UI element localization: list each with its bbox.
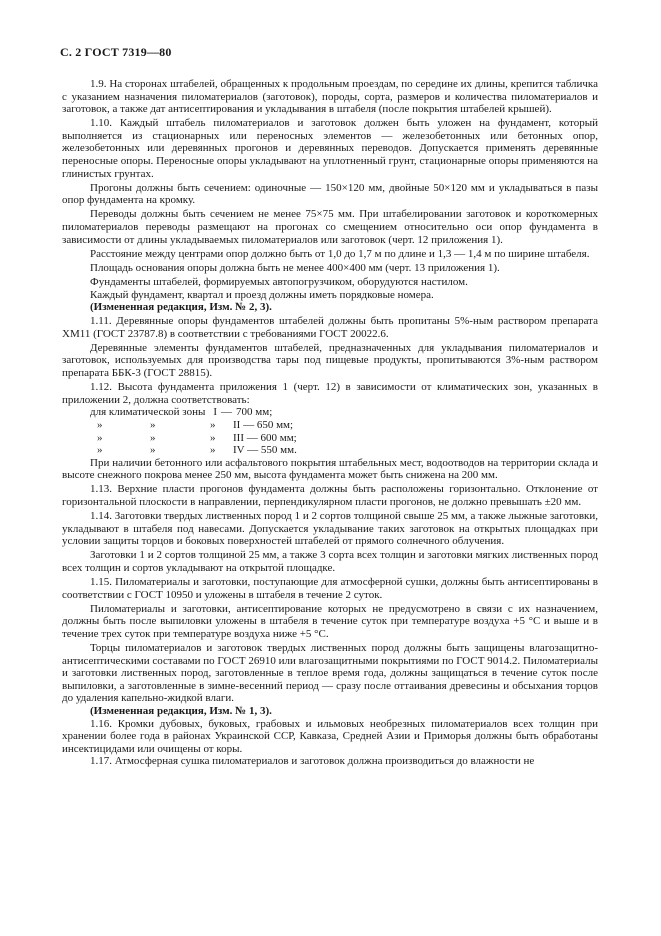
climate-zone-row: [62, 444, 598, 457]
paragraph-1-11: 1.11. Деревянные опоры фундаментов штабелей должны быть пропитаны 5%-ным раствором препарата ХМ11 (ГОСТ 23787.8) в соответствии с требованиями ГОСТ 20022.6.: [62, 315, 598, 340]
amendment-note-1-3: (Измененная редакция, Изм. № 1, 3).: [90, 705, 272, 717]
ditto-mark: »: [97, 444, 103, 457]
paragraph-girders: Прогоны должны быть сечением: одиночные — 150×120 мм, двойные 50×120 мм и укладываться в пазы опор фундамента на кромку.: [62, 181, 598, 207]
paragraph-end-protection: Торцы пиломатериалов и заготовок твердых лиственных пород должны быть защищены влагозащитно-антисептическими составами по ГОСТ 26910 или влагозащитными покрытиями по ГОСТ 9014.2. Пиломатериалы и заготовки лиственных пород, заготовленные в теплое время года, должны защищаться в течение суток после выпиловки, а заготовленные в зимне-весенний период — сразу после оттаивания древесины и обсыхания торцов до удаления капельно-жидкой влаги.: [62, 642, 598, 705]
paragraph-numbering: Каждый фундамент, квартал и проезд должны иметь порядковые номера.: [90, 288, 434, 301]
paragraph-1-9: 1.9. На сторонах штабелей, обращенных к продольным проездам, по середине их длины, крепится табличка с указанием назначения пиломатериалов (заготовок), породы, сорта, размеров и количества пиломатериалов и заготовок, а также дат антисептирования и укладывания в штабеля (после покрытия штабелей крышей).: [62, 78, 598, 116]
paragraph-wooden-elements: Деревянные элементы фундаментов штабелей, предназначенных для укладывания пиломатериалов и заготовок, используемых для производства тары под пищевые продукты, пропитываются 3%-ным раствором препарата ББК-3 (ГОСТ 28815).: [62, 341, 598, 380]
paragraph-forklift-flooring: Фундаменты штабелей, формируемых автопогрузчиком, оборудуются настилом.: [90, 275, 468, 288]
zone-height: III — 600 мм;: [233, 431, 297, 444]
paragraph-1-16: 1.16. Кромки дубовых, буковых, грабовых и ильмовых необрезных пиломатериалов всех толщин при хранении более года в районах Украинской ССР, Кавказа, Средней Азии и Приморья должны быть обработаны инсектицидами или очищены от коры.: [62, 717, 598, 755]
paragraph-support-distance: Расстояние между центрами опор должно быть от 1,0 до 1,7 м по длине и 1,3 — 1,4 м по ширине штабеля.: [90, 247, 590, 260]
climate-zone-row: [62, 406, 598, 419]
paragraph-support-area: Площадь основания опоры должна быть не менее 400×400 мм (черт. 13 приложения 1).: [90, 261, 500, 274]
zone-label: для климатической зоны: [90, 406, 206, 419]
zone-height: II — 650 мм;: [233, 418, 294, 431]
zone-height: 700 мм;: [236, 406, 273, 419]
zone-number: I: [213, 406, 218, 419]
ditto-mark: »: [150, 418, 156, 431]
ditto-mark: »: [97, 431, 103, 444]
paragraph-1-12: 1.12. Высота фундамента приложения 1 (черт. 12) в зависимости от климатических зон, указанных в приложении 2, должна соответствовать:: [62, 381, 598, 406]
ditto-mark: »: [210, 418, 216, 431]
zone-dash: —: [221, 406, 233, 419]
paragraph-crossbars: Переводы должны быть сечением не менее 75×75 мм. При штабелировании заготовок и короткомерных пиломатериалов переводы размещают на прогонах со смещением относительно оси опор фундамента в зависимости от длины укладываемых пиломатериалов или заготовок (черт. 12 приложения 1).: [62, 208, 598, 246]
paragraph-concrete-cover: При наличии бетонного или асфальтового покрытия штабельных мест, водоотводов на территории склада и высоте снежного покрова менее 250 мм, высота фундамента может быть снижена на 200 мм.: [62, 456, 598, 482]
ditto-mark: »: [210, 431, 216, 444]
paragraph-1-13: 1.13. Верхние пласти прогонов фундамента должны быть расположены горизонтально. Отклонение от горизонтальной плоскости в направлении, перпендикулярном пласти прогонов, не должно превышать ±20 мм.: [62, 483, 598, 508]
climate-zone-list: [62, 406, 598, 456]
page-header: С. 2 ГОСТ 7319—80: [60, 45, 172, 59]
climate-zone-row: [62, 419, 598, 432]
ditto-mark: »: [210, 444, 216, 457]
climate-zone-row: [62, 432, 598, 445]
zone-height: IV — 550 мм.: [233, 444, 297, 457]
paragraph-1-14: 1.14. Заготовки твердых лиственных пород 1 и 2 сортов толщиной свыше 25 мм, а также лыжные заготовки, укладывают в штабеля под навесами. Допускается укладывание таких заготовок на открытых площадках при условии защиты торцов и боковых поверхностей штабелей от прямого солнечного облучения.: [62, 510, 598, 548]
document-body: [62, 78, 598, 768]
amendment-note-2-3: (Измененная редакция, Изм. № 2, 3).: [90, 301, 272, 314]
paragraph-1-15: 1.15. Пиломатериалы и заготовки, поступающие для атмосферной сушки, должны быть антисептированы в соответствии с ГОСТ 10950 и уложены в штабеля в течение 2 суток.: [62, 576, 598, 601]
ditto-mark: »: [150, 444, 156, 457]
ditto-mark: »: [150, 431, 156, 444]
paragraph-open-storage: Заготовки 1 и 2 сортов толщиной 25 мм, а также 3 сорта всех толщин и заготовки мягких лиственных пород всех толщин и сортов укладывают на открытой площадке.: [62, 549, 598, 574]
ditto-mark: »: [97, 418, 103, 431]
paragraph-1-10: 1.10. Каждый штабель пиломатериалов и заготовок должен быть уложен на фундамент, который выполняется из стационарных или переносных элементов — железобетонных или бетонных опор, железобетонных или деревянных прогонов и деревянных переводов. Допускается применять деревянные переносные опоры. Переносные опоры укладывают на уплотненный грунт, стационарные опоры применяются на глинистых грунтах.: [62, 117, 598, 180]
paragraph-no-antiseptic: Пиломатериалы и заготовки, антисептирование которых не предусмотрено в связи с их назначением, должны быть после выпиловки уложены в штабеля в течение суток при температуре воздуха +5 °С и выше и в течение трех суток при температуре воздуха ниже +5 °С.: [62, 602, 598, 640]
paragraph-1-17: 1.17. Атмосферная сушка пиломатериалов и заготовок должна производиться до влажности не: [90, 755, 535, 768]
